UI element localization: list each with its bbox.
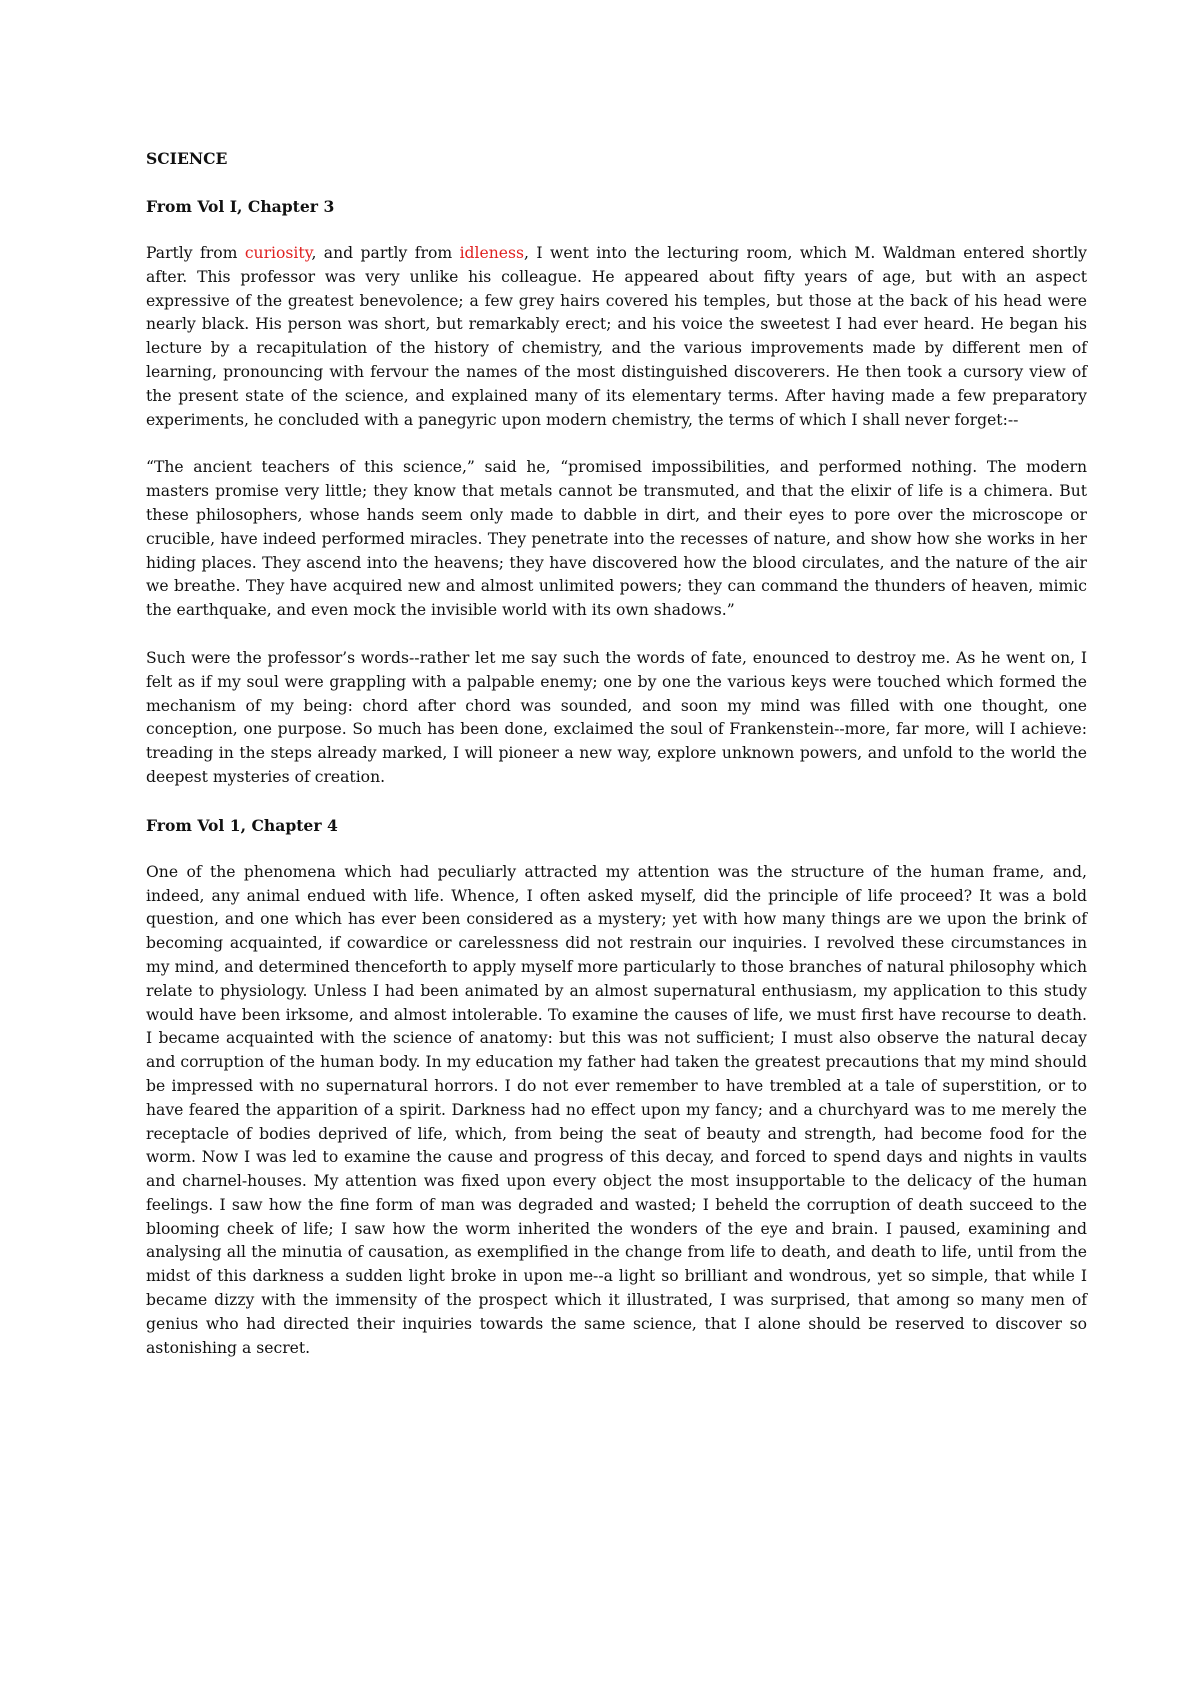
paragraph-text: , and partly from: [311, 244, 460, 262]
paragraph-principle-of-life: One of the phenomena which had peculiarly attracted my attention was the structure of the human frame, and, indeed, any animal endued with life. Whence, I often asked myself, did the principle of life proceed? It was a bold question, and one which has ever been considered as a mystery; yet with how many things are we upon the brink of becoming acquainted, if cowardice or carelessness did not restrain our inquiries. I revolved these circumstances in my mind, and determined thenceforth to apply myself more particularly to those branches of natural philosophy which relate to physiology. Unless I had been animated by an almost supernatural enthusiasm, my application to this study would have been irksome, and almost intolerable. To examine the causes of life, we must first have recourse to death. I became acquainted with the science of anatomy: but this was not sufficient; I must also observe the natural decay and corruption of the human body. In my education my father had taken the greatest precautions that my mind should be impressed with no supernatural horrors. I do not ever remember to have trembled at a tale of superstition, or to have feared the apparition of a spirit. Darkness had no effect upon my fancy; and a churchyard was to me merely the receptacle of bodies deprived of life, which, from being the seat of beauty and strength, had become food for the worm. Now I was led to examine the cause and progress of this decay, and forced to spend days and nights in vaults and charnel-houses. My attention was fixed upon every object the most insupportable to the delicacy of the human feelings. I saw how the fine form of man was degraded and wasted; I beheld the corruption of death succeed to the blooming cheek of life; I saw how the worm inherited the wonders of the eye and brain. I paused, examining and analysing all the minutia of causation, as exemplified in the change from life to death, and death to life, until from the midst of this darkness a sudden light broke in upon me--a light so brilliant and wondrous, yet so simple, that while I became dizzy with the immensity of the prospect which it illustrated, I was surprised, that among so many men of genius who had directed their inquiries towards the same science, that I alone should be reserved to discover so astonishing a secret.: [146, 862, 1087, 1357]
paragraph-text: , I went into the lecturing room, which M. Waldman entered shortly after. This professor was very unlike his colleague. He appeared about fifty years of age, but with an aspect expressive of the greatest benevolence; a few grey hairs covered his temples, but those at the back of his head were nearly black. His person was short, but remarkably erect; and his voice the sweetest I had ever heard. He began his lecture by a recapitulation of the history of chemistry, and the various improvements made by different men of learning, pronouncing with fervour the names of the most distinguished discoverers. He then took a cursory view of the present state of the science, and explained many of its elementary terms. After having made a few preparatory experiments, he concluded with a panegyric upon modern chemistry, the terms of which I shall never forget:--: [146, 244, 1087, 429]
paragraph-text: Partly from: [146, 244, 245, 262]
section-heading-vol1-ch3: From Vol I, Chapter 3: [146, 197, 335, 216]
highlighted-word-idleness: idleness: [459, 244, 525, 262]
paragraph-waldman-lecture: [146, 242, 1087, 432]
paragraph-words-of-fate: Such were the professor’s words--rather let me say such the words of fate, enounced to destroy me. As he went on, I felt as if my soul were grappling with a palpable enemy; one by one the various keys were touched which formed the mechanism of my being: chord after chord was sounded, and soon my mind was filled with one thought, one conception, one purpose. So much has been done, exclaimed the soul of Frankenstein--more, far more, will I achieve: treading in the steps already marked, I will pioneer a new way, explore unknown powers, and unfold to the world the deepest mysteries of creation.: [146, 648, 1087, 786]
paragraph-professor-quote: “The ancient teachers of this science,” said he, “promised impossibilities, and performed nothing. The modern masters promise very little; they know that metals cannot be transmuted, and that the elixir of life is a chimera. But these philosophers, whose hands seem only made to dabble in dirt, and their eyes to pore over the microscope or crucible, have indeed performed miracles. They penetrate into the recesses of nature, and show how she works in her hiding places. They ascend into the heavens; they have discovered how the blood circulates, and the nature of the air we breathe. They have acquired new and almost unlimited powers; they can command the thunders of heaven, mimic the earthquake, and even mock the invisible world with its own shadows.”: [146, 458, 1087, 620]
highlighted-word-curiosity: curiosity: [244, 244, 312, 262]
document-title: SCIENCE: [146, 149, 228, 168]
section-heading-vol1-ch4: From Vol 1, Chapter 4: [146, 815, 338, 835]
